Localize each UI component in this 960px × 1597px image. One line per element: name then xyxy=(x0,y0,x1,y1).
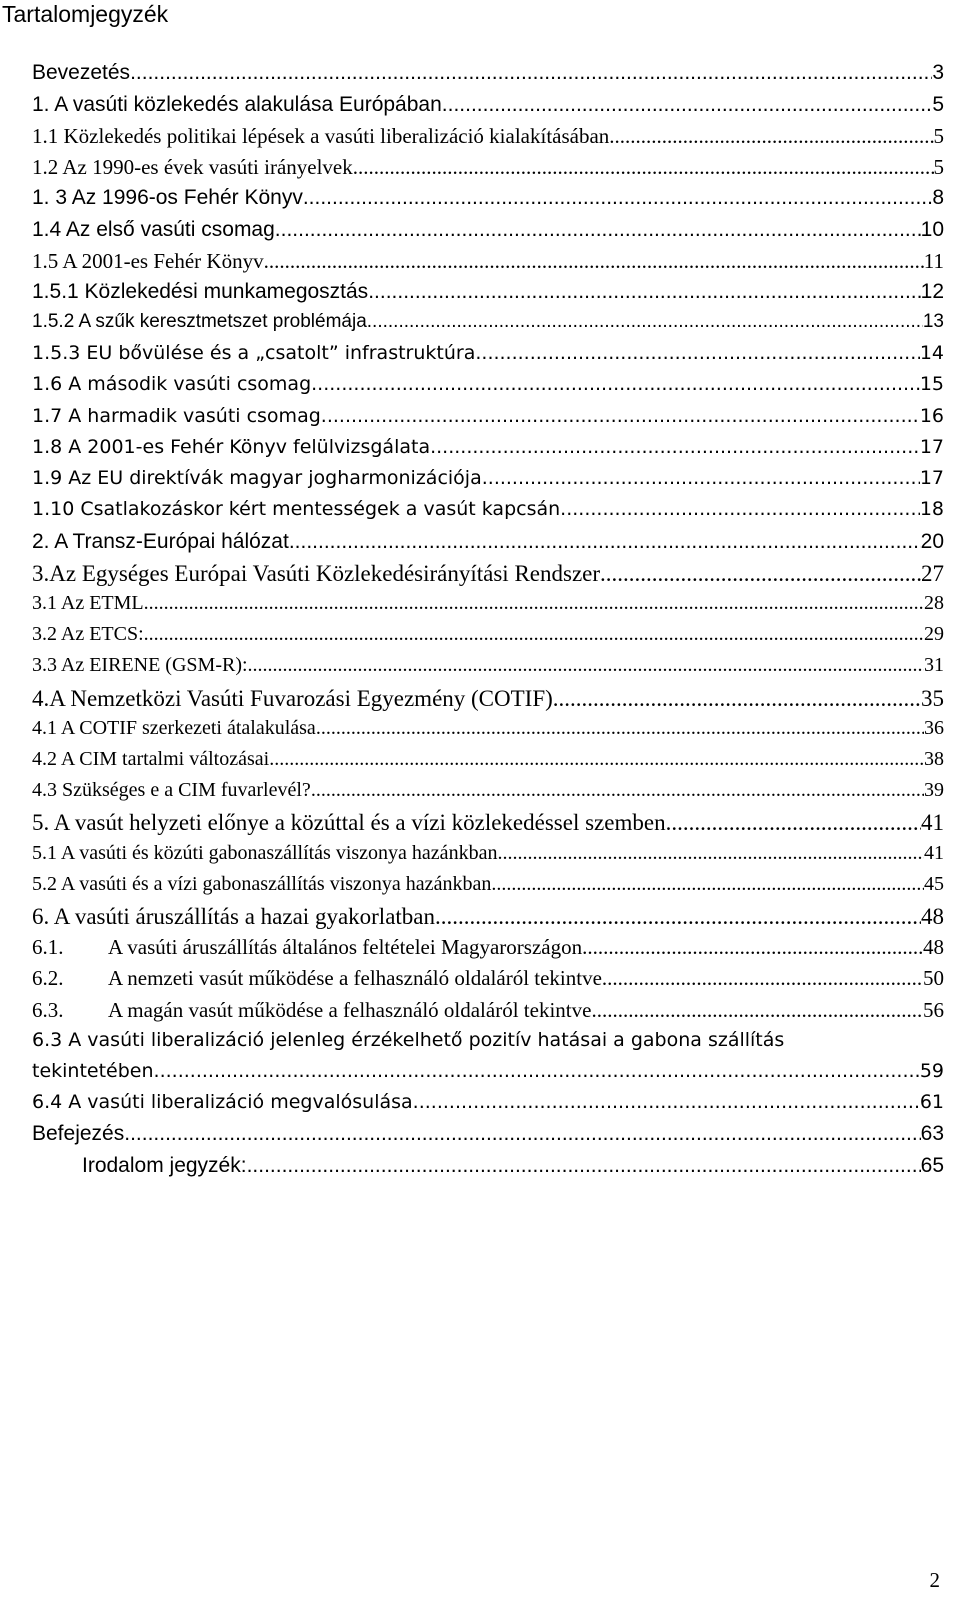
toc-entry-label: 3.1 Az ETML xyxy=(32,592,144,614)
toc-entry-page: 16 xyxy=(919,405,944,427)
toc-entry[interactable] xyxy=(32,966,944,991)
toc-entry-label: 4.1 A COTIF szerkezeti átalakulása xyxy=(32,717,316,739)
toc-entry[interactable] xyxy=(32,1091,944,1113)
toc-entry[interactable] xyxy=(32,249,944,274)
toc-entry[interactable] xyxy=(32,1122,944,1146)
toc-entry-label: 1.1 Közlekedés politikai lépések a vasúti liberalizáció kialakításában xyxy=(32,124,610,148)
toc-entry-label: 1.5 A 2001-es Fehér Könyv xyxy=(32,249,264,273)
toc-entry-page: 29 xyxy=(924,623,944,645)
toc-entry-label: 6. A vasúti áruszállítás a hazai gyakorlatban xyxy=(32,904,436,929)
dot-leader xyxy=(248,654,924,677)
dot-leader xyxy=(144,592,924,615)
toc-entry[interactable] xyxy=(32,935,944,960)
toc-entry-page: 48 xyxy=(923,935,944,959)
toc-entry[interactable] xyxy=(32,592,944,615)
dot-leader xyxy=(442,93,933,117)
toc-entry[interactable] xyxy=(32,155,944,180)
toc-entry-label-line1: 6.3 A vasúti liberalizáció jelenleg érzékelhető pozitív hatásai a gabona szállítás xyxy=(32,1029,785,1051)
toc-entry-label: Befejezés xyxy=(32,1122,125,1145)
toc-title: Tartalomjegyzék xyxy=(2,1,169,27)
toc-entry-label: Irodalom jegyzék: xyxy=(82,1154,247,1177)
toc-entry-page: 56 xyxy=(923,998,944,1022)
dot-leader xyxy=(368,280,920,304)
dot-leader xyxy=(289,530,921,554)
dot-leader xyxy=(311,779,924,802)
toc-entry[interactable] xyxy=(32,717,944,740)
toc-entry-label: 1.7 A harmadik vasúti csomag xyxy=(32,405,321,427)
page-number: 2 xyxy=(929,1568,940,1592)
toc-entry[interactable] xyxy=(32,373,944,395)
dot-leader xyxy=(353,155,934,180)
toc-entry-label: 1.6 A második vasúti csomag xyxy=(32,373,312,395)
toc-entry-page: 59 xyxy=(919,1060,944,1082)
dot-leader xyxy=(124,1122,920,1146)
toc-entry[interactable] xyxy=(32,561,944,587)
toc-entry-number: 6.1. xyxy=(32,935,64,959)
toc-entry-page: 5 xyxy=(933,155,944,179)
toc-entry[interactable] xyxy=(32,61,944,85)
toc-entry[interactable] xyxy=(32,405,944,427)
toc-entry-page: 50 xyxy=(923,966,944,990)
toc-entry-page: 38 xyxy=(924,748,944,770)
toc-entry-page: 14 xyxy=(919,342,944,364)
dot-leader xyxy=(602,966,923,991)
toc-entry[interactable] xyxy=(32,654,944,677)
dot-leader xyxy=(247,1154,921,1178)
toc-entry-page: 17 xyxy=(919,436,944,458)
toc-entry[interactable] xyxy=(32,748,944,771)
dot-leader xyxy=(264,249,924,274)
dot-leader xyxy=(316,717,924,740)
toc-entry[interactable] xyxy=(32,186,944,210)
dot-leader xyxy=(553,686,921,712)
toc-entry[interactable] xyxy=(32,530,944,554)
toc-entry-label: A magán vasút működése a felhasználó oldaláról tekintve xyxy=(108,998,592,1022)
toc-entry-label: 1.4 Az első vasúti csomag xyxy=(32,218,275,241)
toc-entry[interactable] xyxy=(32,124,944,149)
toc-entry-page: 39 xyxy=(924,779,944,801)
toc-entry-page: 8 xyxy=(932,186,944,209)
toc-entry[interactable] xyxy=(32,842,944,865)
toc-entry-page: 61 xyxy=(919,1091,944,1113)
toc-entry-page: 3 xyxy=(932,61,944,84)
toc-entry-page: 31 xyxy=(924,654,944,676)
dot-leader xyxy=(560,498,920,520)
toc-entry-label: 1.5.3 EU bővülése és a „csatolt” infrastruktúra xyxy=(32,342,476,364)
toc-entry-page: 48 xyxy=(921,904,944,929)
toc-entry[interactable] xyxy=(32,436,944,458)
toc-entry-page: 36 xyxy=(924,717,944,739)
toc-entry-page: 5 xyxy=(932,93,944,116)
toc-entry-label: 1.5.1 Közlekedési munkamegosztás xyxy=(32,280,369,303)
toc-entry-number: 6.2. xyxy=(32,966,64,990)
toc-entry-label: 4.A Nemzetközi Vasúti Fuvarozási Egyezmény (COTIF) xyxy=(32,686,553,711)
toc-entry[interactable] xyxy=(32,686,944,712)
toc-entry-label: 3.2 Az ETCS: xyxy=(32,623,144,645)
toc-entry-page: 18 xyxy=(919,498,944,520)
toc-entry-label: 1.8 A 2001-es Fehér Könyv felülvizsgálata xyxy=(32,436,431,458)
toc-entry[interactable] xyxy=(32,467,944,489)
toc-entry[interactable] xyxy=(32,873,944,896)
toc-entry[interactable] xyxy=(32,810,944,836)
toc-entry-label: 4.3 Szükséges e a CIM fuvarlevél? xyxy=(32,779,311,801)
toc-entry[interactable] xyxy=(32,998,944,1023)
dot-leader xyxy=(311,373,920,395)
toc-entry[interactable] xyxy=(32,311,944,333)
dot-leader xyxy=(609,124,933,149)
dot-leader xyxy=(367,311,923,333)
dot-leader xyxy=(666,810,921,836)
toc-entry-page: 65 xyxy=(920,1154,944,1177)
toc-entry-label: tekintetében xyxy=(32,1060,154,1082)
toc-entry-label: 4.2 A CIM tartalmi változásai xyxy=(32,748,270,770)
toc-entry-label: 2. A Transz-Európai hálózat xyxy=(32,530,289,553)
toc-entry-page: 41 xyxy=(921,810,944,835)
toc-entry-label: 6.4 A vasúti liberalizáció megvalósulása xyxy=(32,1091,413,1113)
toc-entry-page: 10 xyxy=(920,218,944,241)
toc-entry[interactable] xyxy=(82,1154,944,1178)
toc-entry-page: 12 xyxy=(920,280,944,303)
toc-entry-label: 3.Az Egységes Európai Vasúti Közlekedésirányítási Rendszer xyxy=(32,561,601,586)
toc-entry[interactable] xyxy=(32,904,944,930)
toc-entry-label: 1.10 Csatlakozáskor kért mentességek a vasút kapcsán xyxy=(32,498,561,520)
dot-leader xyxy=(475,342,919,364)
toc-entry-heading xyxy=(32,935,582,960)
dot-leader xyxy=(482,467,920,489)
toc-entry-page: 17 xyxy=(919,467,944,489)
toc-entry-label: 1. 3 Az 1996-os Fehér Könyv xyxy=(32,186,303,209)
toc-entry[interactable] xyxy=(32,1060,944,1082)
dot-leader xyxy=(303,186,932,210)
toc-entry-label: Bevezetés xyxy=(32,61,131,84)
toc-entry-label: A vasúti áruszállítás általános feltételei Magyarországon xyxy=(108,935,583,959)
toc-entry-page: 13 xyxy=(922,311,944,332)
dot-leader xyxy=(154,1060,920,1082)
toc-entry-label: A nemzeti vasút működése a felhasználó oldaláról tekintve xyxy=(108,966,602,990)
dot-leader xyxy=(269,748,924,771)
toc-entry-label: 3.3 Az EIRENE (GSM-R): xyxy=(32,654,248,676)
dot-leader xyxy=(435,904,921,930)
dot-leader xyxy=(413,1091,920,1113)
dot-leader xyxy=(130,61,932,85)
dot-leader xyxy=(491,873,924,896)
toc-entry-page: 15 xyxy=(919,373,944,395)
dot-leader xyxy=(582,935,923,960)
toc-entry[interactable] xyxy=(32,342,944,364)
toc-entry[interactable] xyxy=(32,623,944,646)
toc-entry-label: 1.9 Az EU direktívák magyar jogharmonizációja xyxy=(32,467,482,489)
toc-entry-page: 11 xyxy=(923,249,944,273)
toc-entry-page: 35 xyxy=(921,686,944,711)
toc-entry-page: 20 xyxy=(920,530,944,553)
toc-entry[interactable] xyxy=(32,779,944,802)
toc-entry-label: 5.1 A vasúti és közúti gabonaszállítás viszonya hazánkban xyxy=(32,842,498,864)
dot-leader xyxy=(144,623,924,646)
toc-entry[interactable] xyxy=(32,93,944,117)
dot-leader xyxy=(321,405,920,427)
toc-entry-label: 1.5.2 A szűk keresztmetszet problémája xyxy=(32,311,367,332)
toc-entry-page: 45 xyxy=(924,873,944,895)
dot-leader xyxy=(497,842,924,865)
toc-entry-page: 28 xyxy=(924,592,944,614)
toc-entry-page: 5 xyxy=(933,124,944,148)
toc-entry-page: 41 xyxy=(924,842,944,864)
toc-entry-page: 27 xyxy=(921,561,944,586)
toc-entry-label: 5.2 A vasúti és a vízi gabonaszállítás viszonya hazánkban xyxy=(32,873,492,895)
toc-entry-heading xyxy=(32,966,602,991)
toc-entry-page: 63 xyxy=(920,1122,944,1145)
dot-leader xyxy=(430,436,920,458)
dot-leader xyxy=(591,998,923,1023)
toc-entry[interactable] xyxy=(32,280,944,304)
toc-entry-label: 5. A vasút helyzeti előnye a közúttal és a vízi közlekedéssel szemben xyxy=(32,810,666,835)
dot-leader xyxy=(600,561,921,587)
dot-leader xyxy=(275,218,921,242)
toc-entry[interactable] xyxy=(32,218,944,242)
toc-entry-label: 1.2 Az 1990-es évek vasúti irányelvek xyxy=(32,155,353,179)
toc-entry-number: 6.3. xyxy=(32,998,64,1022)
toc-entry-label: 1. A vasúti közlekedés alakulása Európában xyxy=(32,93,442,116)
toc-entry[interactable] xyxy=(32,498,944,520)
toc-entry-heading xyxy=(32,998,591,1023)
